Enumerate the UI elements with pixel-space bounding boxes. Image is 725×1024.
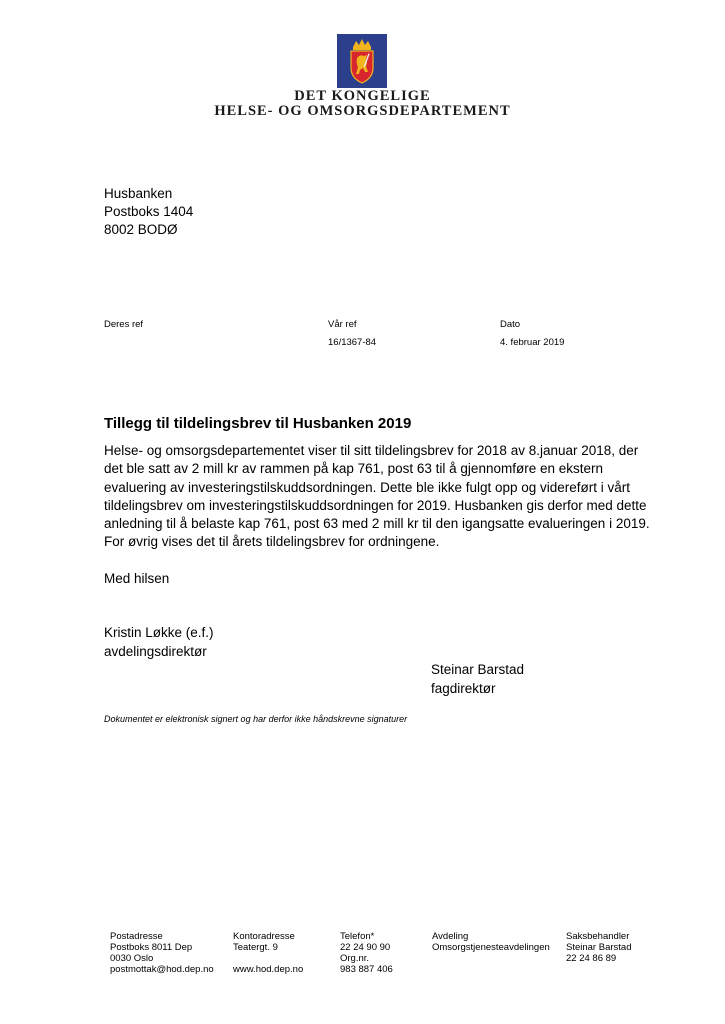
footer-kontoradresse-line: Teatergt. 9 [233,942,278,953]
footer-avdeling-value: Omsorgstjenesteavdelingen [432,942,550,953]
footer-avdeling [432,931,550,953]
footer-website: www.hod.dep.no [233,964,304,975]
footer-saksbehandler-name: Steinar Barstad [566,942,632,953]
body-line: anledning til å belaste kap 761, post 63 med 2 mill kr til den igangsatte evalueringen i 2019. [104,516,650,532]
recipient-name: Husbanken [104,186,173,201]
body-line: det ble satt av 2 mill kr av rammen på kap 761, post 63 til å gjennomføre en ekstern [104,461,603,477]
recipient-address [104,185,193,239]
coat-of-arms-logo [337,34,387,88]
your-ref-label: Deres ref [104,319,144,330]
footer-kontoradresse-heading: Kontoradresse [233,931,295,942]
our-ref-value: 16/1367-84 [328,337,377,348]
footer-kontoradresse [233,931,303,975]
footer-saksbehandler [566,931,631,964]
footer-postadresse-line: 0030 Oslo [110,953,154,964]
footer-kontoradresse-line [233,953,303,964]
footer-telefon [340,931,393,975]
footer-telefon-value: 22 24 90 90 [340,942,391,953]
recipient-postal: 8002 BODØ [104,222,178,237]
footer-orgnr-label: Org.nr. [340,953,370,964]
footer-saksbehandler-phone: 22 24 86 89 [566,953,617,964]
recipient-street: Postboks 1404 [104,204,194,219]
body-line: evaluering av investeringstilskuddsordningen. Dette ble ikke fulgt opp og videreført i vårt [104,479,631,495]
footer-postadresse-heading: Postadresse [110,931,163,942]
letterhead-line-1: DET KONGELIGE [294,88,431,104]
footer-telefon-heading: Telefon* [340,931,375,942]
footer-orgnr-value: 983 887 406 [340,964,393,975]
letter-subject: Tillegg til tildelingsbrev til Husbanken 2019 [104,415,412,432]
letter-body [104,442,664,552]
footer-saksbehandler-heading: Saksbehandler [566,931,630,942]
date-value: 4. februar 2019 [500,337,565,348]
our-ref-label: Vår ref [328,319,357,330]
footer-postadresse [110,931,214,975]
letterhead-line-2: HELSE- OG OMSORGSDEPARTEMENT [214,103,511,119]
footer-email: postmottak@hod.dep.no [110,964,214,975]
body-line: For øvrig vises det til årets tildelingsbrev for ordningene. [104,534,440,550]
signer-1-title: avdelingsdirektør [104,644,207,659]
signer-2-name: Steinar Barstad [431,662,525,677]
closing: Med hilsen [104,571,170,586]
date-label: Dato [500,319,521,330]
footer-avdeling-heading: Avdeling [432,931,469,942]
signature-note: Dokumentet er elektronisk signert og har derfor ikke håndskrevne signaturer [104,714,408,724]
body-line: tildelingsbrev om investeringstilskuddsordningen for 2019. Husbanken gis derfor med dette [104,497,647,513]
body-line: Helse- og omsorgsdepartementet viser til sitt tildelingsbrev for 2018 av 8.januar 2018, der [104,443,639,458]
signer-1-name: Kristin Løkke (e.f.) [104,625,214,640]
footer-postadresse-line: Postboks 8011 Dep [110,942,193,953]
signer-2-title: fagdirektør [431,681,496,696]
